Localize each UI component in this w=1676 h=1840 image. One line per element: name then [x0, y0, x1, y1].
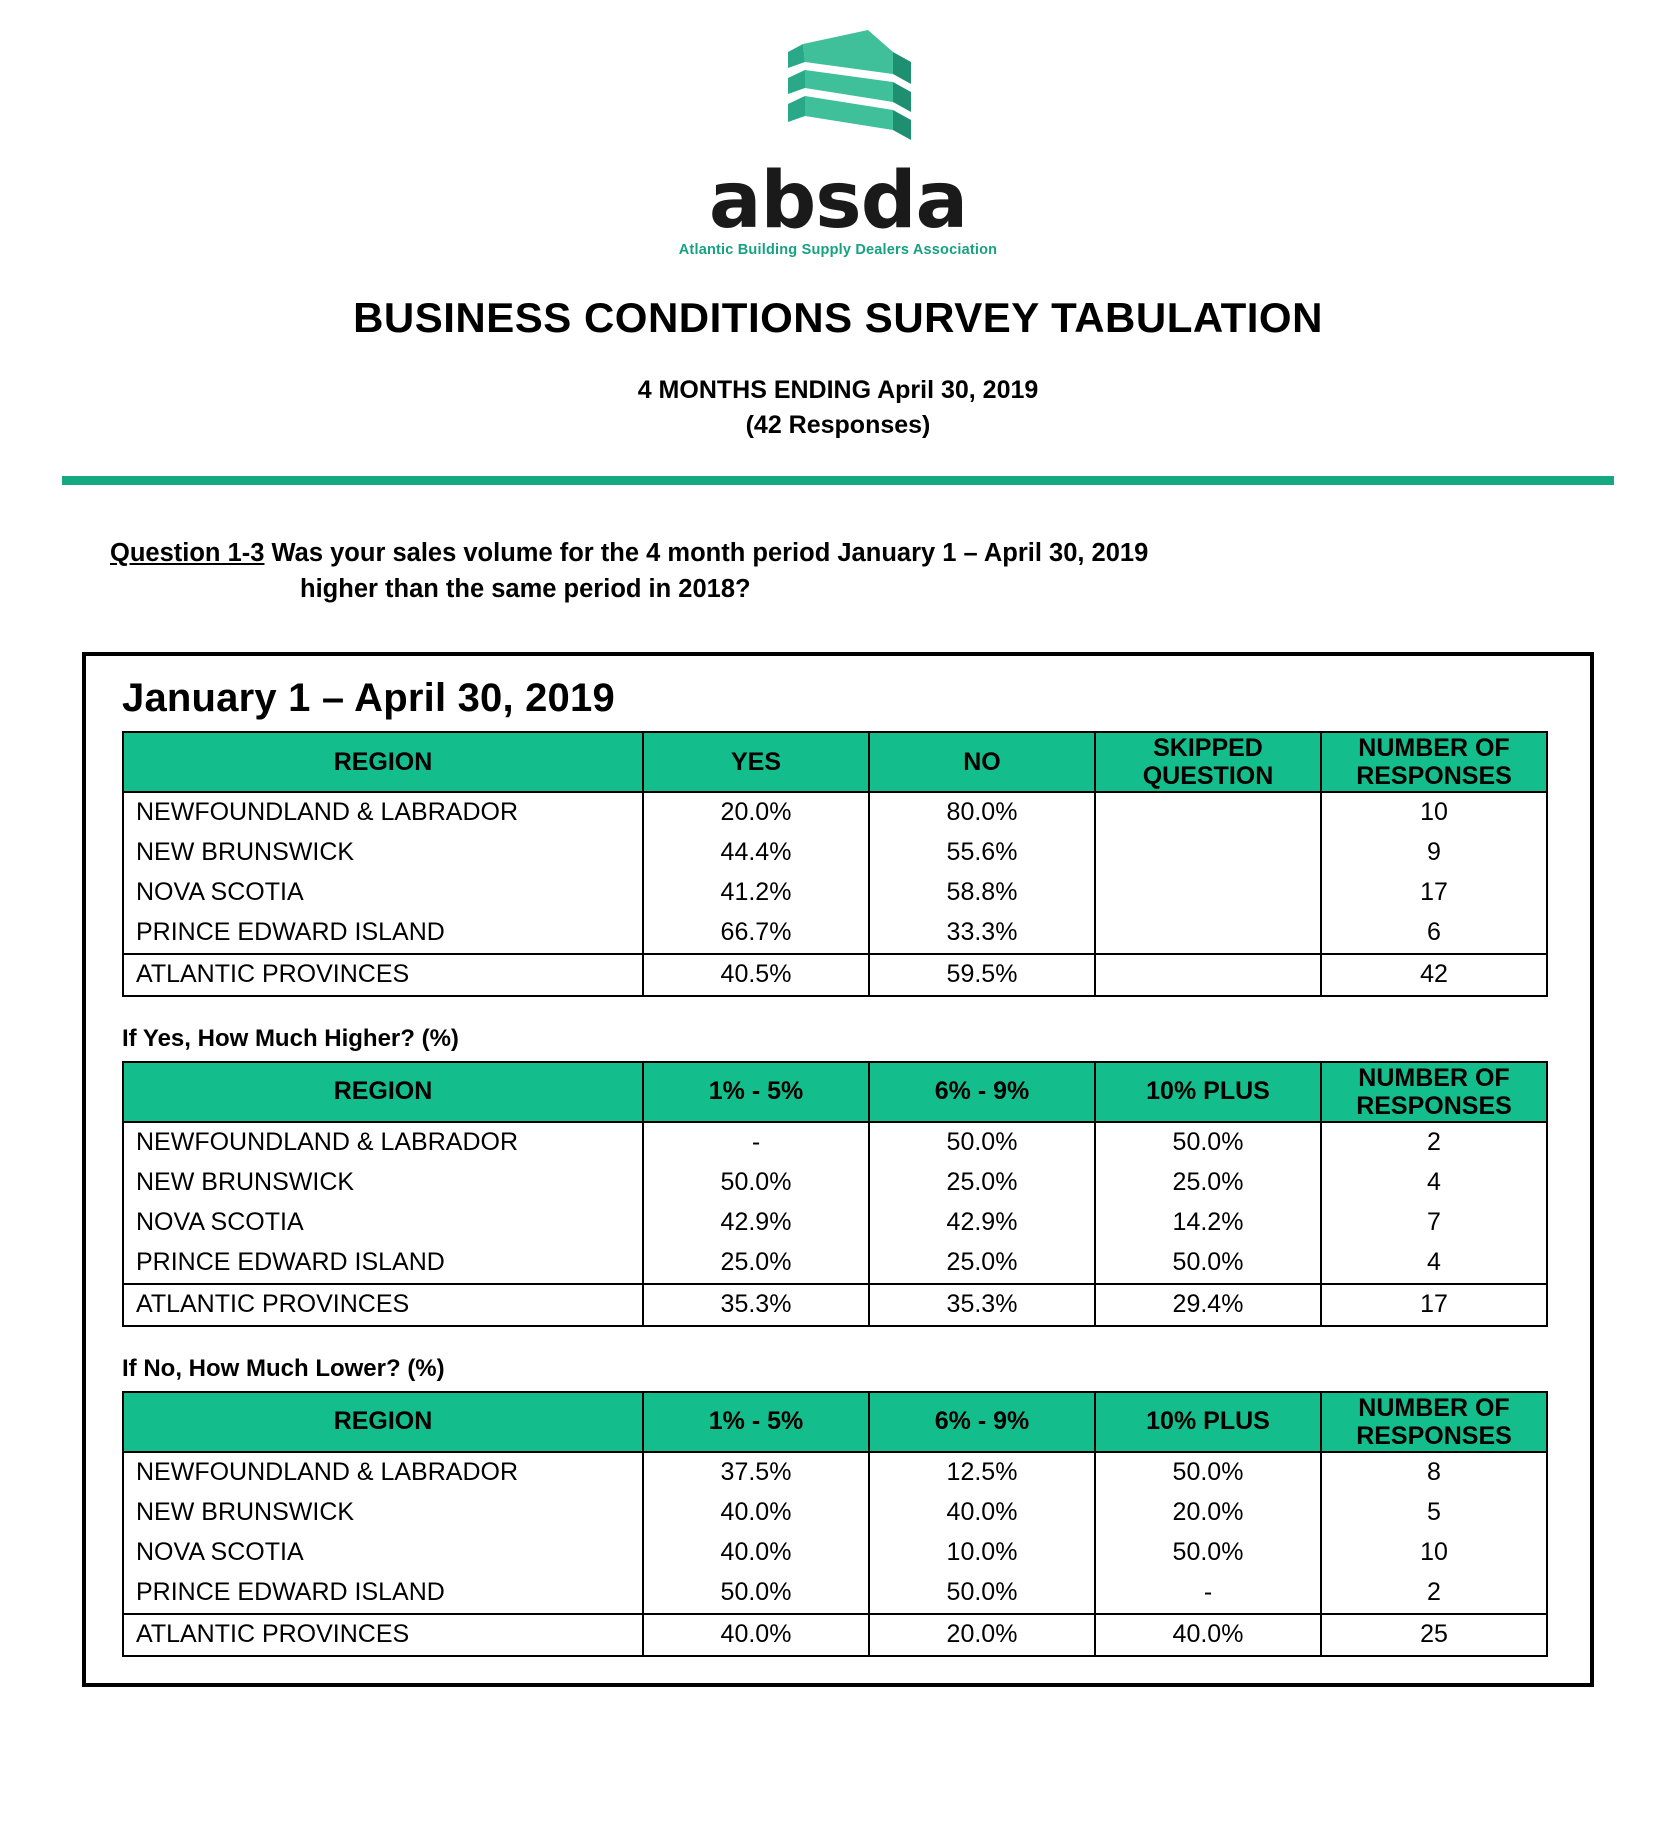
cell-yes: 40.5%	[643, 954, 869, 996]
cell-region: PRINCE EDWARD ISLAND	[123, 1573, 643, 1614]
table-row	[123, 1533, 1547, 1573]
table-row	[123, 1573, 1547, 1614]
caption-if-yes: If Yes, How Much Higher? (%)	[122, 1024, 459, 1052]
table-sales-volume	[122, 731, 1548, 997]
panel-title: January 1 – April 30, 2019	[122, 675, 615, 720]
table-row	[123, 1493, 1547, 1533]
cell-responses: 9	[1321, 833, 1547, 873]
cell-region: NEW BRUNSWICK	[123, 1163, 643, 1203]
cell-skipped	[1095, 954, 1321, 996]
table-if-no-how-much-lower	[122, 1391, 1548, 1657]
column-header-number-of-responses: NUMBER OF RESPONSES	[1321, 1392, 1547, 1452]
cell-responses: 10	[1321, 1533, 1547, 1573]
cell-skipped	[1095, 792, 1321, 833]
column-header-skipped-question: SKIPPED QUESTION	[1095, 732, 1321, 792]
table-row	[123, 1243, 1547, 1284]
table-row	[123, 913, 1547, 954]
cell-6-9: 10.0%	[869, 1533, 1095, 1573]
cell-responses: 17	[1321, 1284, 1547, 1326]
column-header-number-of-responses: NUMBER OF RESPONSES	[1321, 1062, 1547, 1122]
cell-responses: 10	[1321, 792, 1547, 833]
logo-tagline: Atlantic Building Supply Dealers Association	[678, 242, 998, 259]
cell-6-9: 25.0%	[869, 1243, 1095, 1284]
table-row	[123, 1163, 1547, 1203]
report-period: 4 MONTHS ENDING April 30, 2019	[637, 376, 1039, 405]
question-text-line2: higher than the same period in 2018?	[300, 575, 751, 604]
cell-no: 55.6%	[869, 833, 1095, 873]
question-text-line1: Was your sales volume for the 4 month period January 1 – April 30, 2019	[271, 539, 1149, 568]
cell-1-5: 37.5%	[643, 1452, 869, 1493]
column-header-1-5: 1% - 5%	[643, 1392, 869, 1452]
cell-10-plus: 20.0%	[1095, 1493, 1321, 1533]
table-row	[123, 1203, 1547, 1243]
cell-1-5: 25.0%	[643, 1243, 869, 1284]
cell-no: 59.5%	[869, 954, 1095, 996]
column-header-10-plus: 10% PLUS	[1095, 1062, 1321, 1122]
table-row	[123, 1122, 1547, 1163]
table-row-total	[123, 1284, 1547, 1326]
cell-no: 80.0%	[869, 792, 1095, 833]
column-header-no: NO	[869, 732, 1095, 792]
cell-1-5: 35.3%	[643, 1284, 869, 1326]
cell-responses: 6	[1321, 913, 1547, 954]
cell-region: ATLANTIC PROVINCES	[123, 1284, 643, 1326]
cell-region: NOVA SCOTIA	[123, 873, 643, 913]
cell-region: NEWFOUNDLAND & LABRADOR	[123, 1452, 643, 1493]
table-header-row	[123, 732, 1547, 792]
cell-10-plus: 14.2%	[1095, 1203, 1321, 1243]
table-row	[123, 833, 1547, 873]
cell-1-5: 42.9%	[643, 1203, 869, 1243]
cell-responses: 7	[1321, 1203, 1547, 1243]
table-row	[123, 1452, 1547, 1493]
cell-responses: 2	[1321, 1122, 1547, 1163]
cell-region: NEW BRUNSWICK	[123, 833, 643, 873]
cell-responses: 5	[1321, 1493, 1547, 1533]
cell-10-plus: 40.0%	[1095, 1614, 1321, 1656]
cell-10-plus: 25.0%	[1095, 1163, 1321, 1203]
logo-wordmark: absda	[708, 156, 968, 246]
question-block	[110, 535, 1530, 607]
cell-6-9: 40.0%	[869, 1493, 1095, 1533]
cell-1-5: 40.0%	[643, 1493, 869, 1533]
cell-region: NEW BRUNSWICK	[123, 1493, 643, 1533]
cell-responses: 25	[1321, 1614, 1547, 1656]
cell-6-9: 42.9%	[869, 1203, 1095, 1243]
cell-responses: 42	[1321, 954, 1547, 996]
table-row-total	[123, 954, 1547, 996]
cell-10-plus: 50.0%	[1095, 1533, 1321, 1573]
column-header-6-9: 6% - 9%	[869, 1392, 1095, 1452]
column-header-region: REGION	[123, 732, 643, 792]
cell-10-plus: 50.0%	[1095, 1243, 1321, 1284]
cell-region: PRINCE EDWARD ISLAND	[123, 1243, 643, 1284]
cell-responses: 4	[1321, 1163, 1547, 1203]
cell-skipped	[1095, 913, 1321, 954]
column-header-region: REGION	[123, 1392, 643, 1452]
cell-region: ATLANTIC PROVINCES	[123, 954, 643, 996]
column-header-1-5: 1% - 5%	[643, 1062, 869, 1122]
cell-yes: 20.0%	[643, 792, 869, 833]
cell-skipped	[1095, 873, 1321, 913]
table-header-row	[123, 1062, 1547, 1122]
cell-1-5: 40.0%	[643, 1533, 869, 1573]
cell-yes: 44.4%	[643, 833, 869, 873]
cell-region: NOVA SCOTIA	[123, 1533, 643, 1573]
cell-10-plus: 50.0%	[1095, 1122, 1321, 1163]
cell-responses: 2	[1321, 1573, 1547, 1614]
cell-10-plus: 50.0%	[1095, 1452, 1321, 1493]
table-row-total	[123, 1614, 1547, 1656]
page-title: BUSINESS CONDITIONS SURVEY TABULATION	[353, 294, 1323, 342]
question-label: Question 1-3	[110, 539, 265, 568]
cell-yes: 66.7%	[643, 913, 869, 954]
cell-region: ATLANTIC PROVINCES	[123, 1614, 643, 1656]
cell-1-5: 40.0%	[643, 1614, 869, 1656]
cell-region: NEWFOUNDLAND & LABRADOR	[123, 1122, 643, 1163]
cell-10-plus: 29.4%	[1095, 1284, 1321, 1326]
column-header-10-plus: 10% PLUS	[1095, 1392, 1321, 1452]
absda-logo-icon	[743, 22, 933, 162]
table-header-row	[123, 1392, 1547, 1452]
response-count: (42 Responses)	[745, 411, 931, 440]
cell-6-9: 20.0%	[869, 1614, 1095, 1656]
cell-responses: 17	[1321, 873, 1547, 913]
cell-1-5: 50.0%	[643, 1573, 869, 1614]
caption-if-no: If No, How Much Lower? (%)	[122, 1354, 445, 1382]
column-header-yes: YES	[643, 732, 869, 792]
column-header-number-of-responses: NUMBER OF RESPONSES	[1321, 732, 1547, 792]
cell-no: 58.8%	[869, 873, 1095, 913]
cell-6-9: 50.0%	[869, 1573, 1095, 1614]
green-divider	[62, 476, 1614, 485]
cell-1-5: 50.0%	[643, 1163, 869, 1203]
cell-region: PRINCE EDWARD ISLAND	[123, 913, 643, 954]
cell-6-9: 25.0%	[869, 1163, 1095, 1203]
organization-logo	[0, 0, 1676, 258]
cell-region: NEWFOUNDLAND & LABRADOR	[123, 792, 643, 833]
column-header-6-9: 6% - 9%	[869, 1062, 1095, 1122]
results-panel	[82, 652, 1594, 1687]
cell-skipped	[1095, 833, 1321, 873]
cell-6-9: 12.5%	[869, 1452, 1095, 1493]
table-row	[123, 792, 1547, 833]
column-header-region: REGION	[123, 1062, 643, 1122]
cell-6-9: 35.3%	[869, 1284, 1095, 1326]
cell-10-plus: -	[1095, 1573, 1321, 1614]
table-if-yes-how-much-higher	[122, 1061, 1548, 1327]
cell-region: NOVA SCOTIA	[123, 1203, 643, 1243]
cell-6-9: 50.0%	[869, 1122, 1095, 1163]
cell-responses: 4	[1321, 1243, 1547, 1284]
cell-yes: 41.2%	[643, 873, 869, 913]
table-row	[123, 873, 1547, 913]
cell-responses: 8	[1321, 1452, 1547, 1493]
cell-1-5: -	[643, 1122, 869, 1163]
cell-no: 33.3%	[869, 913, 1095, 954]
